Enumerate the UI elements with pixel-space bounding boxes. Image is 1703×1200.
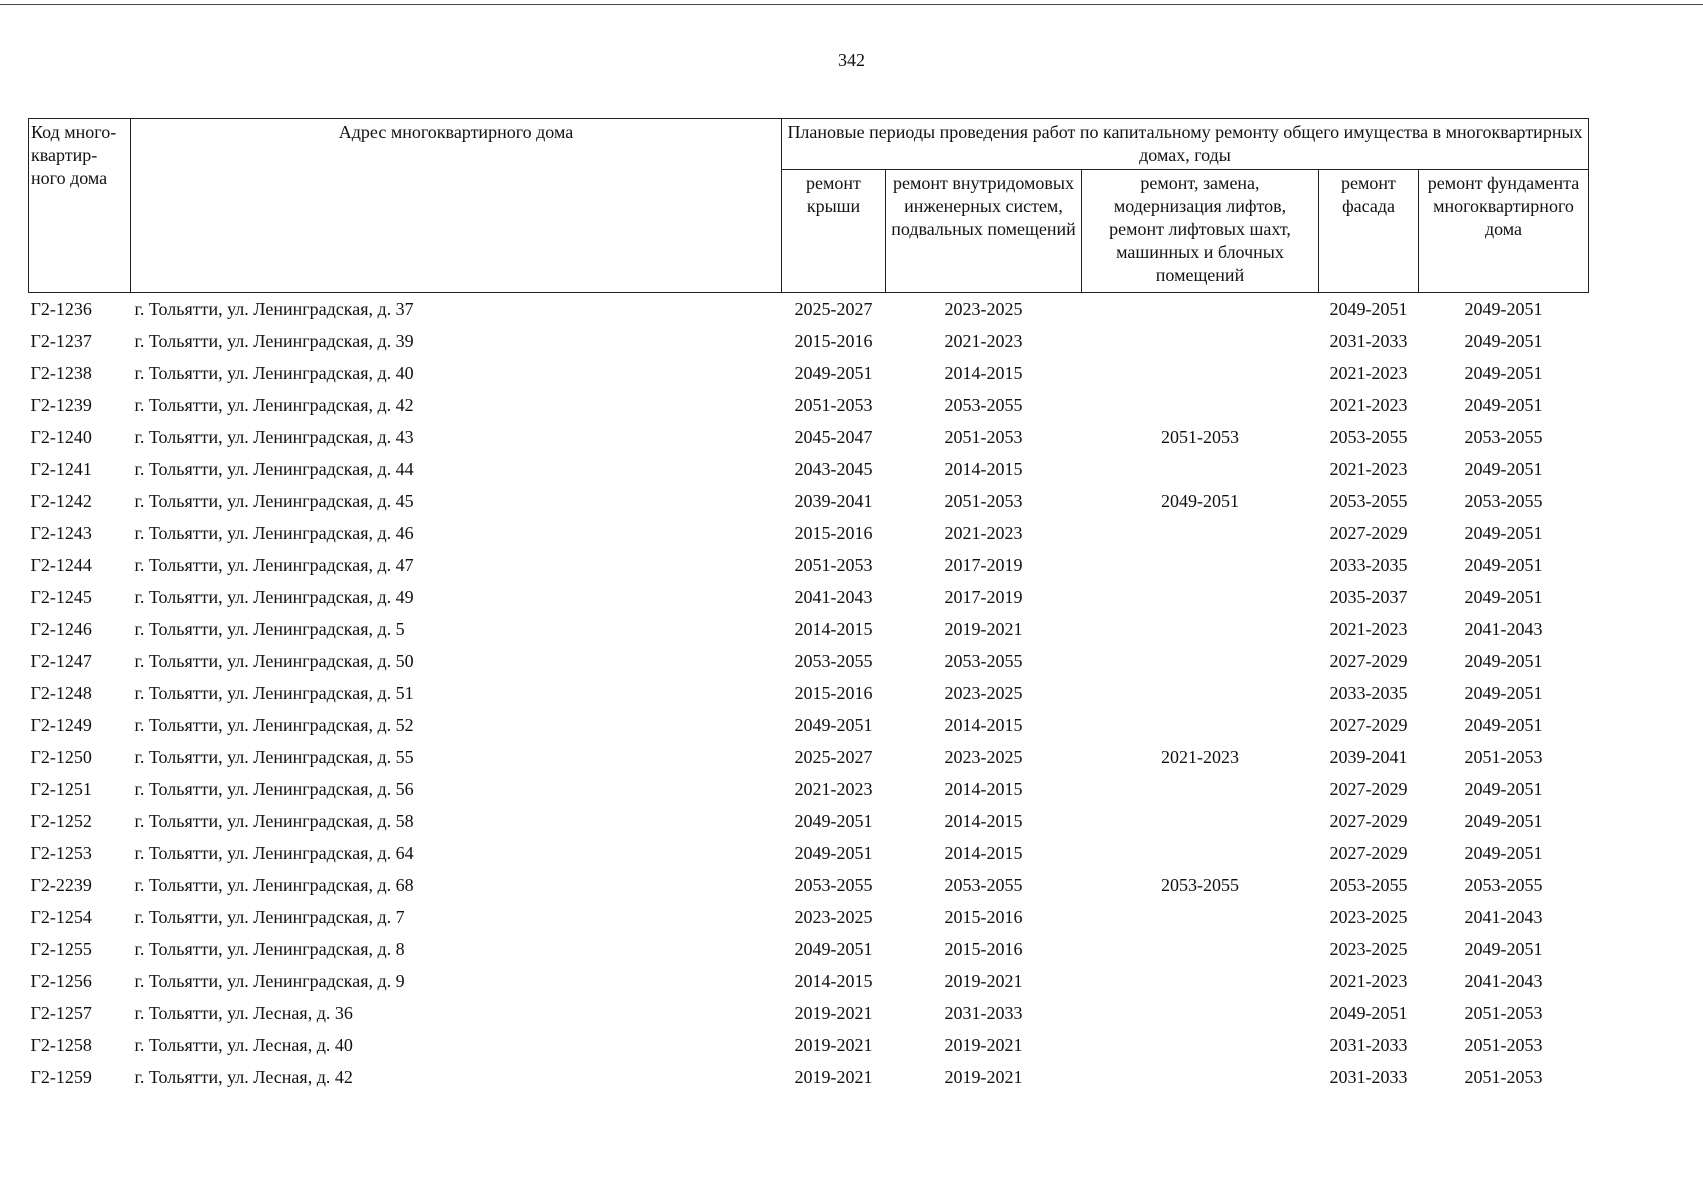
header-foundation: ремонт фундамента многоквартирного дома [1419, 170, 1589, 293]
cell-roof: 2039-2041 [794, 490, 873, 511]
cell-address: г. Тольятти, ул. Ленинградская, д. 40 [134, 362, 414, 383]
cell-roof: 2051-2053 [794, 394, 873, 415]
cell-systems: 2019-2021 [944, 618, 1023, 639]
cell-systems: 2019-2021 [944, 970, 1023, 991]
cell-code: Г2-1252 [30, 810, 92, 831]
cell-code: Г2-1255 [30, 938, 92, 959]
cell-code: Г2-1238 [30, 362, 92, 383]
cell-systems: 2021-2023 [944, 522, 1023, 543]
cell-lifts [1082, 581, 1319, 613]
cell-facade: 2031-2033 [1329, 1066, 1408, 1087]
cell-lifts: 2053-2055 [1161, 874, 1239, 895]
table-row [29, 1061, 1589, 1093]
table-row [29, 901, 1589, 933]
cell-code: Г2-1244 [30, 554, 92, 575]
cell-foundation: 2049-2051 [1464, 394, 1543, 415]
cell-systems: 2014-2015 [944, 842, 1023, 863]
cell-facade: 2027-2029 [1329, 778, 1408, 799]
cell-facade: 2023-2025 [1329, 906, 1408, 927]
cell-systems: 2023-2025 [944, 746, 1023, 767]
cell-address: г. Тольятти, ул. Ленинградская, д. 46 [134, 522, 414, 543]
cell-address: г. Тольятти, ул. Лесная, д. 36 [134, 1002, 353, 1023]
cell-address: г. Тольятти, ул. Ленинградская, д. 58 [134, 810, 414, 831]
cell-address: г. Тольятти, ул. Ленинградская, д. 47 [134, 554, 414, 575]
cell-code: Г2-1239 [30, 394, 92, 415]
cell-lifts [1082, 1061, 1319, 1093]
cell-roof: 2053-2055 [794, 874, 873, 895]
cell-foundation: 2049-2051 [1464, 810, 1543, 831]
cell-roof: 2043-2045 [794, 458, 873, 479]
cell-roof: 2019-2021 [794, 1066, 873, 1087]
header-roof: ремонт крыши [782, 170, 886, 293]
cell-code: Г2-1240 [30, 426, 92, 447]
cell-systems: 2021-2023 [944, 330, 1023, 351]
cell-foundation: 2049-2051 [1464, 682, 1543, 703]
header-code: Код много-квартир-ного дома [29, 119, 131, 293]
cell-facade: 2027-2029 [1329, 714, 1408, 735]
cell-roof: 2019-2021 [794, 1034, 873, 1055]
table-row [29, 517, 1589, 549]
cell-code: Г2-1247 [30, 650, 92, 671]
table-row [29, 965, 1589, 997]
cell-lifts: 2051-2053 [1161, 426, 1239, 447]
cell-code: Г2-1251 [30, 778, 92, 799]
cell-facade: 2021-2023 [1329, 458, 1408, 479]
table-row [29, 1029, 1589, 1061]
cell-roof: 2049-2051 [794, 362, 873, 383]
cell-address: г. Тольятти, ул. Ленинградская, д. 50 [134, 650, 414, 671]
cell-address: г. Тольятти, ул. Ленинградская, д. 7 [134, 906, 405, 927]
cell-systems: 2014-2015 [944, 362, 1023, 383]
cell-address: г. Тольятти, ул. Ленинградская, д. 49 [134, 586, 414, 607]
cell-code: Г2-1248 [30, 682, 92, 703]
cell-facade: 2039-2041 [1329, 746, 1408, 767]
cell-code: Г2-1241 [30, 458, 92, 479]
page-number: 342 [838, 50, 865, 70]
cell-facade: 2031-2033 [1329, 330, 1408, 351]
table-row [29, 325, 1589, 357]
cell-roof: 2014-2015 [794, 970, 873, 991]
cell-foundation: 2053-2055 [1464, 426, 1543, 447]
table-body [29, 293, 1589, 1094]
cell-address: г. Тольятти, ул. Ленинградская, д. 45 [134, 490, 414, 511]
cell-code: Г2-1237 [30, 330, 92, 351]
cell-roof: 2023-2025 [794, 906, 873, 927]
cell-facade: 2023-2025 [1329, 938, 1408, 959]
cell-address: г. Тольятти, ул. Лесная, д. 40 [134, 1034, 353, 1055]
cell-facade: 2053-2055 [1329, 874, 1408, 895]
cell-systems: 2017-2019 [944, 586, 1023, 607]
cell-foundation: 2049-2051 [1464, 362, 1543, 383]
cell-lifts [1082, 645, 1319, 677]
cell-code: Г2-1246 [30, 618, 92, 639]
table-row [29, 357, 1589, 389]
cell-foundation: 2049-2051 [1464, 586, 1543, 607]
cell-facade: 2049-2051 [1329, 298, 1408, 319]
cell-roof: 2014-2015 [794, 618, 873, 639]
cell-roof: 2049-2051 [794, 842, 873, 863]
cell-code: Г2-1256 [30, 970, 92, 991]
table-row [29, 805, 1589, 837]
cell-systems: 2014-2015 [944, 458, 1023, 479]
cell-foundation: 2049-2051 [1464, 938, 1543, 959]
cell-facade: 2031-2033 [1329, 1034, 1408, 1055]
cell-foundation: 2049-2051 [1464, 458, 1543, 479]
cell-facade: 2033-2035 [1329, 554, 1408, 575]
cell-foundation: 2049-2051 [1464, 298, 1543, 319]
cell-lifts [1082, 965, 1319, 997]
table-row [29, 933, 1589, 965]
cell-lifts [1082, 293, 1319, 326]
table-row [29, 709, 1589, 741]
cell-foundation: 2049-2051 [1464, 714, 1543, 735]
cell-systems: 2051-2053 [944, 426, 1023, 447]
cell-address: г. Тольятти, ул. Ленинградская, д. 8 [134, 938, 405, 959]
cell-systems: 2015-2016 [944, 906, 1023, 927]
cell-roof: 2025-2027 [794, 298, 873, 319]
cell-lifts [1082, 709, 1319, 741]
header-lifts: ремонт, замена, модернизация лифтов, ремонт лифтовых шахт, машинных и блочных помещений [1082, 170, 1319, 293]
table-row [29, 453, 1589, 485]
cell-lifts [1082, 453, 1319, 485]
header-periods: Плановые периоды проведения работ по капитальному ремонту общего имущества в многоквартирных домах, годы [782, 119, 1589, 170]
cell-lifts [1082, 325, 1319, 357]
cell-code: Г2-1259 [30, 1066, 92, 1087]
cell-lifts [1082, 901, 1319, 933]
cell-systems: 2051-2053 [944, 490, 1023, 511]
cell-address: г. Тольятти, ул. Ленинградская, д. 37 [134, 298, 414, 319]
cell-roof: 2049-2051 [794, 938, 873, 959]
cell-address: г. Тольятти, ул. Лесная, д. 42 [134, 1066, 353, 1087]
cell-foundation: 2051-2053 [1464, 1034, 1543, 1055]
cell-lifts: 2021-2023 [1161, 746, 1239, 767]
cell-address: г. Тольятти, ул. Ленинградская, д. 52 [134, 714, 414, 735]
cell-foundation: 2049-2051 [1464, 650, 1543, 671]
cell-code: Г2-1245 [30, 586, 92, 607]
cell-roof: 2041-2043 [794, 586, 873, 607]
cell-systems: 2017-2019 [944, 554, 1023, 575]
cell-foundation: 2051-2053 [1464, 1002, 1543, 1023]
cell-facade: 2053-2055 [1329, 490, 1408, 511]
cell-code: Г2-1242 [30, 490, 92, 511]
table-row [29, 837, 1589, 869]
cell-facade: 2021-2023 [1329, 362, 1408, 383]
cell-lifts [1082, 389, 1319, 421]
cell-facade: 2033-2035 [1329, 682, 1408, 703]
cell-lifts [1082, 357, 1319, 389]
table-row [29, 293, 1589, 326]
cell-facade: 2027-2029 [1329, 522, 1408, 543]
cell-roof: 2015-2016 [794, 330, 873, 351]
cell-facade: 2021-2023 [1329, 394, 1408, 415]
cell-foundation: 2041-2043 [1464, 970, 1543, 991]
cell-lifts [1082, 837, 1319, 869]
cell-code: Г2-1253 [30, 842, 92, 863]
cell-lifts [1082, 805, 1319, 837]
cell-lifts [1082, 549, 1319, 581]
table-row [29, 549, 1589, 581]
cell-roof: 2025-2027 [794, 746, 873, 767]
cell-code: Г2-1254 [30, 906, 92, 927]
cell-foundation: 2049-2051 [1464, 842, 1543, 863]
cell-code: Г2-1257 [30, 1002, 92, 1023]
cell-address: г. Тольятти, ул. Ленинградская, д. 51 [134, 682, 414, 703]
cell-facade: 2027-2029 [1329, 842, 1408, 863]
cell-systems: 2014-2015 [944, 778, 1023, 799]
cell-address: г. Тольятти, ул. Ленинградская, д. 68 [134, 874, 414, 895]
cell-systems: 2015-2016 [944, 938, 1023, 959]
table-row [29, 773, 1589, 805]
cell-systems: 2023-2025 [944, 298, 1023, 319]
repair-schedule-table [28, 118, 1589, 1093]
table-row [29, 485, 1589, 517]
table-header [29, 119, 1589, 293]
cell-roof: 2015-2016 [794, 522, 873, 543]
cell-facade: 2027-2029 [1329, 810, 1408, 831]
cell-systems: 2031-2033 [944, 1002, 1023, 1023]
table-row [29, 389, 1589, 421]
cell-systems: 2023-2025 [944, 682, 1023, 703]
cell-foundation: 2053-2055 [1464, 490, 1543, 511]
table-row [29, 581, 1589, 613]
cell-address: г. Тольятти, ул. Ленинградская, д. 55 [134, 746, 414, 767]
table-row [29, 997, 1589, 1029]
cell-address: г. Тольятти, ул. Ленинградская, д. 64 [134, 842, 414, 863]
cell-code: Г2-2239 [30, 874, 92, 895]
cell-code: Г2-1243 [30, 522, 92, 543]
cell-lifts [1082, 517, 1319, 549]
header-facade: ремонт фасада [1319, 170, 1419, 293]
cell-systems: 2014-2015 [944, 714, 1023, 735]
top-rule [0, 4, 1703, 5]
cell-roof: 2019-2021 [794, 1002, 873, 1023]
cell-lifts [1082, 677, 1319, 709]
cell-roof: 2049-2051 [794, 810, 873, 831]
cell-lifts [1082, 933, 1319, 965]
cell-facade: 2021-2023 [1329, 618, 1408, 639]
cell-roof: 2053-2055 [794, 650, 873, 671]
cell-systems: 2053-2055 [944, 874, 1023, 895]
cell-systems: 2053-2055 [944, 650, 1023, 671]
cell-code: Г2-1236 [30, 298, 92, 319]
cell-foundation: 2049-2051 [1464, 778, 1543, 799]
cell-foundation: 2049-2051 [1464, 330, 1543, 351]
cell-address: г. Тольятти, ул. Ленинградская, д. 42 [134, 394, 414, 415]
cell-address: г. Тольятти, ул. Ленинградская, д. 56 [134, 778, 414, 799]
cell-address: г. Тольятти, ул. Ленинградская, д. 5 [134, 618, 405, 639]
header-systems: ремонт внутридомовых инженерных систем, подвальных помещений [886, 170, 1082, 293]
cell-roof: 2015-2016 [794, 682, 873, 703]
cell-foundation: 2051-2053 [1464, 746, 1543, 767]
cell-systems: 2053-2055 [944, 394, 1023, 415]
header-address: Адрес многоквартирного дома [131, 119, 782, 293]
cell-systems: 2014-2015 [944, 810, 1023, 831]
cell-foundation: 2049-2051 [1464, 522, 1543, 543]
cell-systems: 2019-2021 [944, 1034, 1023, 1055]
cell-code: Г2-1250 [30, 746, 92, 767]
cell-address: г. Тольятти, ул. Ленинградская, д. 43 [134, 426, 414, 447]
cell-lifts [1082, 997, 1319, 1029]
cell-foundation: 2041-2043 [1464, 906, 1543, 927]
table-row [29, 421, 1589, 453]
cell-facade: 2035-2037 [1329, 586, 1408, 607]
cell-roof: 2021-2023 [794, 778, 873, 799]
cell-code: Г2-1258 [30, 1034, 92, 1055]
cell-roof: 2045-2047 [794, 426, 873, 447]
cell-address: г. Тольятти, ул. Ленинградская, д. 9 [134, 970, 405, 991]
cell-lifts [1082, 613, 1319, 645]
cell-roof: 2051-2053 [794, 554, 873, 575]
cell-lifts [1082, 1029, 1319, 1061]
cell-lifts [1082, 773, 1319, 805]
cell-address: г. Тольятти, ул. Ленинградская, д. 44 [134, 458, 414, 479]
table-row [29, 677, 1589, 709]
table-row [29, 869, 1589, 901]
cell-foundation: 2049-2051 [1464, 554, 1543, 575]
cell-facade: 2053-2055 [1329, 426, 1408, 447]
table-row [29, 741, 1589, 773]
table-row [29, 613, 1589, 645]
cell-facade: 2021-2023 [1329, 970, 1408, 991]
cell-code: Г2-1249 [30, 714, 92, 735]
cell-foundation: 2053-2055 [1464, 874, 1543, 895]
cell-roof: 2049-2051 [794, 714, 873, 735]
table-row [29, 645, 1589, 677]
cell-facade: 2049-2051 [1329, 1002, 1408, 1023]
cell-address: г. Тольятти, ул. Ленинградская, д. 39 [134, 330, 414, 351]
cell-foundation: 2041-2043 [1464, 618, 1543, 639]
header-row-top [29, 119, 1589, 170]
cell-foundation: 2051-2053 [1464, 1066, 1543, 1087]
cell-facade: 2027-2029 [1329, 650, 1408, 671]
cell-lifts: 2049-2051 [1161, 490, 1239, 511]
cell-systems: 2019-2021 [944, 1066, 1023, 1087]
